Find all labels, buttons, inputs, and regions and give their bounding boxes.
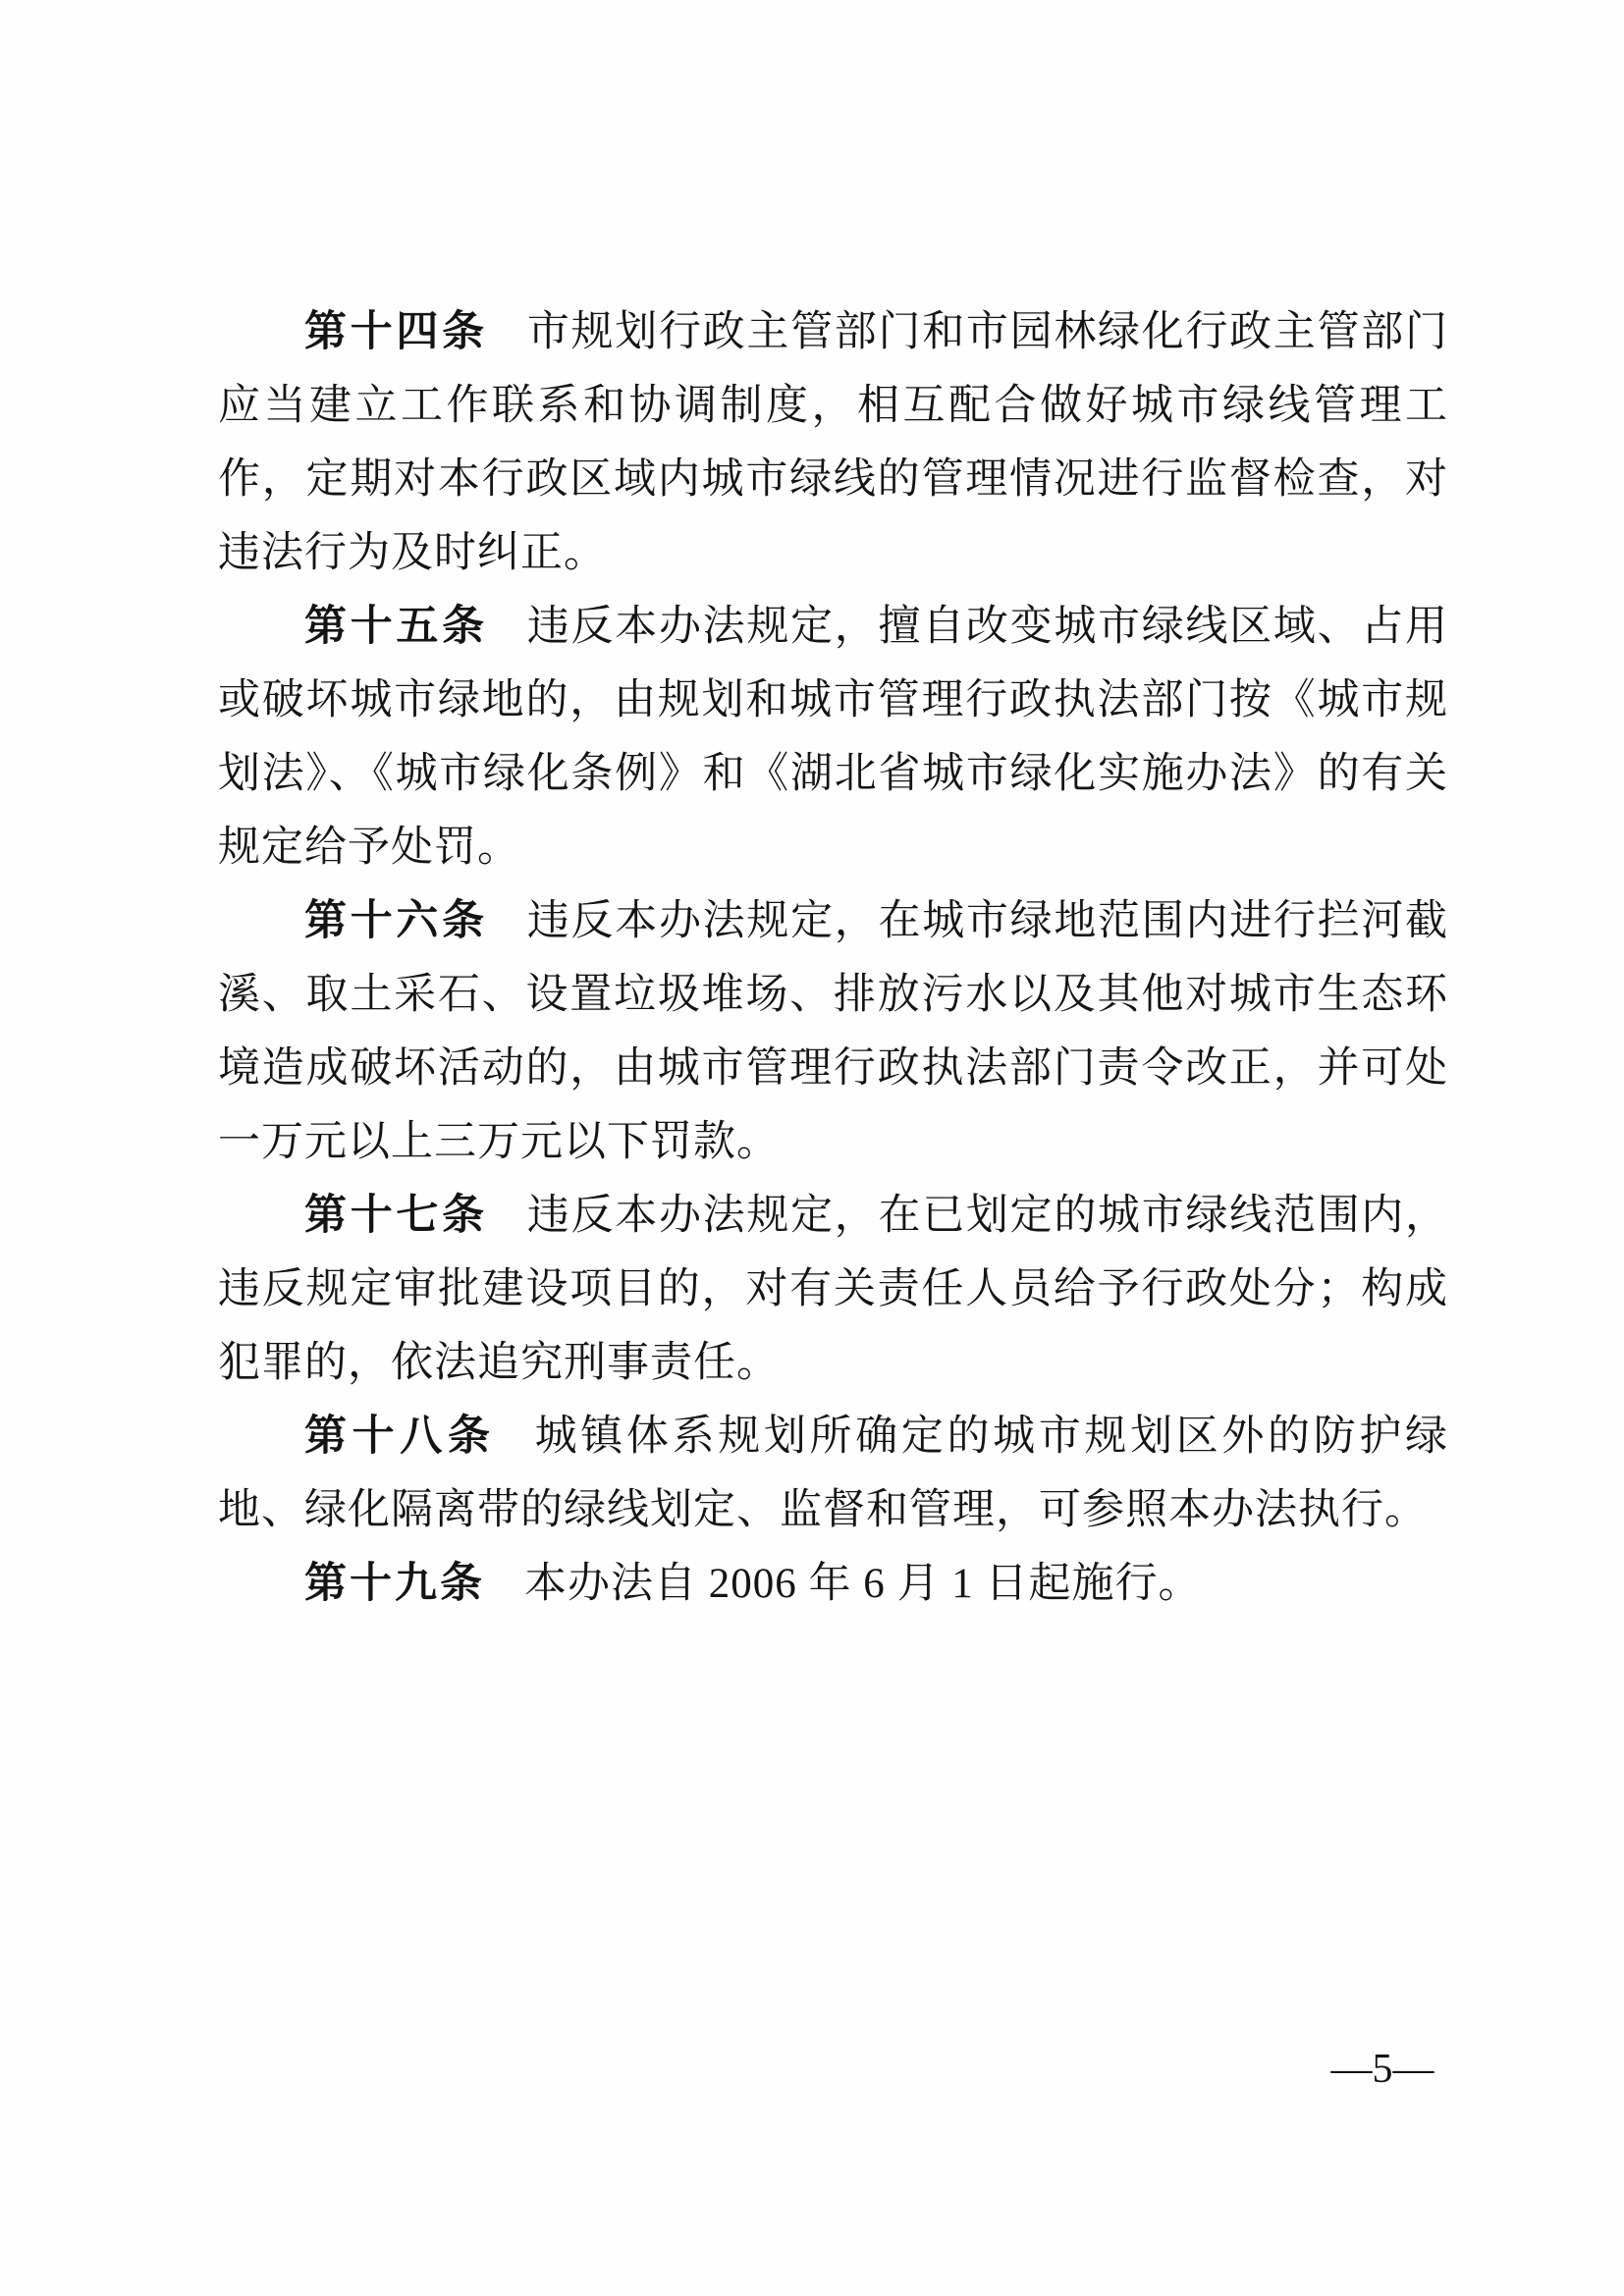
article-paragraph-14 [218, 295, 1448, 590]
article-number: 第十六条 [304, 897, 488, 944]
article-number: 第十八条 [304, 1413, 496, 1460]
article-text: 市规划行政主管部门和市园林绿化行政主管部门应当建立工作联系和协调制度，相互配合做好城市绿线管理工作，定期对本行政区域内城市绿线的管理情况进行监督检查，对违法行为及时纠正。 [218, 309, 1449, 576]
page-number: —5— [1330, 2047, 1435, 2092]
article-paragraph-18 [218, 1400, 1448, 1547]
article-number: 第十七条 [304, 1192, 488, 1239]
article-text: 违反本办法规定，在已划定的城市绿线范围内，违反规定审批建设项目的，对有关责任人员给予行政处分；构成犯罪的，依法追究刑事责任。 [218, 1193, 1449, 1386]
article-number: 第十四条 [304, 308, 488, 355]
article-text: 本办法自 2006 年 6 月 1 日起施行。 [524, 1561, 1202, 1607]
article-text: 城镇体系规划所确定的城市规划区外的防护绿地、绿化隔离带的绿线划定、监督和管理，可参照本办法执行。 [218, 1414, 1449, 1533]
article-text: 违反本办法规定，在城市绿地范围内进行拦河截溪、取土采石、设置垃圾堆场、排放污水以及其他对城市生态环境造成破坏活动的，由城市管理行政执法部门责令改正，并可处一万元以上三万元以下罚款。 [218, 898, 1449, 1165]
article-paragraph-15 [218, 590, 1448, 884]
article-paragraph-19 [218, 1547, 1448, 1621]
article-paragraph-16 [218, 884, 1448, 1179]
page-footer [1314, 2044, 1451, 2095]
article-paragraph-17 [218, 1179, 1448, 1400]
article-number: 第十九条 [304, 1560, 485, 1607]
article-number: 第十五条 [304, 603, 488, 650]
article-text: 违反本办法规定，擅自改变城市绿线区域、占用或破坏城市绿地的，由规划和城市管理行政执法部门按《城市规划法》、《城市绿化条例》和《湖北省城市绿化实施办法》的有关规定给予处罚。 [218, 604, 1449, 871]
document-body [218, 295, 1448, 1621]
